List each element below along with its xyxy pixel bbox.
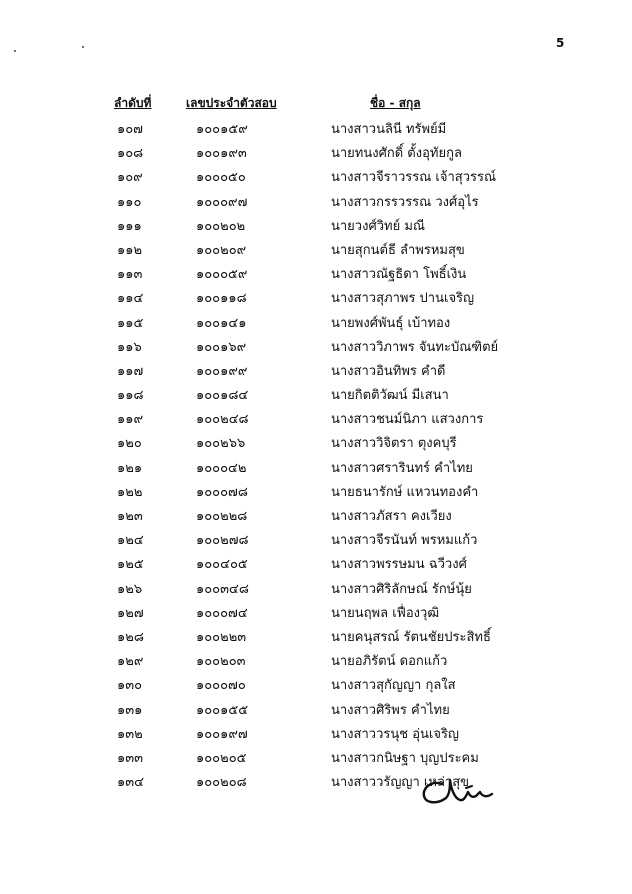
row-exam-id: ๑๐๐๔๐๕ [196, 557, 248, 573]
row-order: ๑๐๗ [117, 122, 143, 137]
row-exam-id: ๑๐๐๐๙๗ [196, 194, 248, 210]
row-exam-id: ๑๐๐๒๐๒ [196, 218, 246, 234]
scan-speck [82, 46, 84, 48]
table-row [0, 191, 632, 215]
row-name: นางสาวอินทิพร คำดี [331, 363, 446, 379]
scan-speck [14, 50, 16, 52]
table-row [0, 215, 632, 239]
table-row [0, 723, 632, 747]
row-order: ๑๓๔ [117, 775, 144, 791]
row-order: ๑๓๓ [117, 750, 144, 766]
row-order: ๑๒๙ [117, 654, 144, 670]
row-name: นางสาวชนม์นิภา แสวงการ [331, 412, 484, 428]
row-order: ๑๓๒ [117, 726, 143, 742]
row-exam-id: ๑๐๐๑๙๗ [196, 726, 248, 742]
row-name: นางสาวจีราวรรณ เจ้าสุวรรณ์ [331, 170, 497, 186]
row-exam-id: ๑๐๐๒๖๖ [196, 436, 246, 452]
row-exam-id: ๑๐๐๐๗๐ [196, 678, 246, 694]
table-row [0, 336, 632, 360]
row-exam-id: ๑๐๐๐๗๘ [196, 484, 248, 500]
row-order: ๑๓๑ [117, 702, 143, 718]
row-order: ๑๒๘ [117, 629, 144, 645]
page-number: 5 [556, 36, 565, 50]
table-row [0, 360, 632, 384]
row-exam-id: ๑๐๐๒๗๘ [196, 533, 249, 549]
table-row [0, 771, 632, 795]
table-row [0, 674, 632, 698]
table-row [0, 118, 632, 142]
table-row [0, 481, 632, 505]
row-exam-id: ๑๐๐๐๕๐ [196, 170, 246, 186]
row-exam-id: ๑๐๐๑๘๔ [196, 388, 249, 404]
row-name: นางสาวสุภาพร ปานเจริญ [331, 291, 475, 307]
row-order: ๑๓๐ [117, 678, 143, 694]
row-name: นางสาวศิริพร คำไทย [331, 702, 450, 718]
row-order: ๑๑๒ [117, 242, 143, 258]
row-order: ๑๒๐ [117, 436, 142, 452]
row-name: นายธนารักษ์ แหวนทองคำ [331, 484, 479, 500]
row-name: นางสาวศิริลักษณ์ รักษ์นุ้ย [331, 581, 472, 597]
row-exam-id: ๑๐๐๑๕๙ [196, 122, 248, 137]
table-row [0, 384, 632, 408]
row-name: นายนฤพล เฟื่องวุฒิ [331, 605, 440, 621]
row-exam-id: ๑๐๐๓๔๘ [196, 581, 249, 597]
row-name: นายสุกนต์ธี ลำพรหมสุข [331, 242, 465, 258]
table-row [0, 626, 632, 650]
table-row [0, 747, 632, 771]
row-exam-id: ๑๐๐๒๒๘ [196, 509, 248, 524]
row-exam-id: ๑๐๐๒๐๘ [196, 775, 247, 791]
row-order: ๑๒๗ [117, 605, 144, 621]
row-name: นายพงศ์พันธุ์ เบ้าทอง [331, 315, 451, 331]
row-name: นายทนงศักดิ์ ตั้งอุทัยกูล [331, 146, 462, 162]
row-order: ๑๑๙ [117, 412, 144, 428]
row-exam-id: ๑๐๐๐๗๔ [196, 605, 248, 621]
table-row [0, 408, 632, 432]
row-order: ๑๑๖ [117, 339, 142, 355]
row-exam-id: ๑๐๐๒๔๘ [196, 412, 249, 428]
row-name: นายอภิรัตน์ ดอกแก้ว [331, 654, 448, 670]
row-order: ๑๐๙ [117, 170, 143, 186]
row-order: ๑๑๓ [117, 267, 143, 283]
row-name: นางสาวกรรวรรณ วงศ์อุไร [331, 194, 479, 210]
row-name: นายวงศ์วิทย์ มณี [331, 218, 425, 234]
signature [420, 774, 500, 808]
table-row [0, 699, 632, 723]
row-name: นางสาวนลินี ทรัพย์มี [331, 122, 447, 137]
table-row [0, 505, 632, 529]
row-order: ๑๒๓ [117, 509, 143, 524]
table-row [0, 553, 632, 577]
header-name: ชื่อ - สกุล [370, 96, 421, 110]
table-row [0, 239, 632, 263]
row-name: นางสาวภัสรา คงเวียง [331, 509, 452, 524]
row-name: นายคนุสรณ์ รัตนชัยประสิทธิ์ [331, 629, 491, 645]
row-name: นางสาวกนิษฐา บุญประคม [331, 750, 479, 766]
table-row [0, 529, 632, 553]
table-row [0, 457, 632, 481]
row-order: ๑๒๔ [117, 533, 144, 549]
table-row [0, 166, 632, 190]
row-order: ๑๒๖ [117, 581, 143, 597]
header-exam-id: เลขประจำตัวสอบ [186, 96, 277, 110]
candidate-list [0, 118, 632, 795]
row-exam-id: ๑๐๐๒๐๓ [196, 654, 246, 670]
row-name: นางสาวพรรษมน ฉวีวงศ์ [331, 557, 467, 573]
table-row [0, 287, 632, 311]
row-name: นายกิตติวัฒน์ มีเสนา [331, 388, 449, 404]
header-order: ลำดับที่ [114, 96, 152, 110]
row-exam-id: ๑๐๐๑๕๕ [196, 702, 249, 718]
row-order: ๑๒๒ [117, 484, 143, 500]
table-row [0, 312, 632, 336]
row-name: นางสาวณัฐธิดา โพธิ์เงิน [331, 267, 467, 283]
table-row [0, 142, 632, 166]
row-name: นางสาววิจิตรา ตุงคบุรี [331, 436, 457, 452]
table-row [0, 263, 632, 287]
row-exam-id: ๑๐๐๑๙๓ [196, 146, 247, 162]
row-name: นางสาวสุกัญญา กุลใส [331, 678, 456, 694]
row-order: ๑๑๐ [117, 194, 142, 210]
row-order: ๑๑๑ [117, 218, 142, 234]
row-order: ๑๒๑ [117, 460, 143, 476]
row-name: นางสาวศรารินทร์ คำไทย [331, 460, 473, 476]
row-order: ๑๐๘ [117, 146, 144, 162]
table-row [0, 650, 632, 674]
row-order: ๑๑๗ [117, 363, 144, 379]
table-row [0, 432, 632, 456]
row-exam-id: ๑๐๐๑๔๑ [196, 315, 247, 331]
row-name: นางสาววรนุช อุ่นเจริญ [331, 726, 460, 742]
row-order: ๑๑๘ [117, 388, 144, 404]
row-exam-id: ๑๐๐๒๐๙ [196, 242, 247, 258]
row-exam-id: ๑๐๐๐๔๒ [196, 460, 247, 476]
row-order: ๑๑๕ [117, 315, 144, 331]
row-exam-id: ๑๐๐๒๒๓ [196, 629, 247, 645]
row-name: นางสาววรัญญา เหล่าสุข [331, 775, 470, 791]
row-exam-id: ๑๐๐๑๙๙ [196, 363, 248, 379]
row-exam-id: ๑๐๐๑๑๘ [196, 291, 247, 307]
row-order: ๑๒๕ [117, 557, 144, 573]
row-name: นางสาววิภาพร จันทะบัณฑิตย์ [331, 339, 499, 355]
row-exam-id: ๑๐๐๑๖๙ [196, 339, 247, 355]
row-exam-id: ๑๐๐๒๐๕ [196, 750, 247, 766]
table-row [0, 578, 632, 602]
row-exam-id: ๑๐๐๐๕๙ [196, 267, 248, 283]
row-order: ๑๑๔ [117, 291, 144, 307]
row-name: นางสาวจีรนันท์ พรหมแก้ว [331, 533, 478, 549]
table-header [0, 94, 632, 114]
table-row [0, 602, 632, 626]
